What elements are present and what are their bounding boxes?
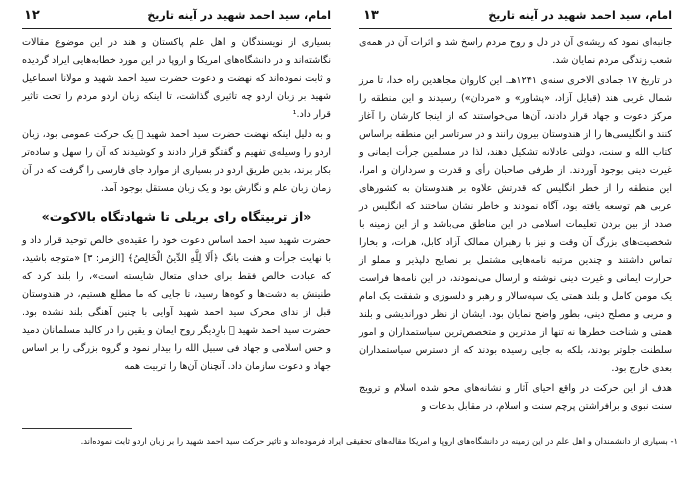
right-page-number: ۱۳ [363,8,379,23]
right-page [347,0,694,504]
left-paragraph-3: حضرت شهید سید احمد اساس دعوت خود را عقیده‌ی خالص توحید قرار داد و با نهایت جرأت و هفت بانگ ﴿أَلَا لِلَّهِ الدِّينُ الْخَالِصُ﴾ [الزمر: ۳] «متوجه باشید، که عبادت خالص فقط برای خدای متعال شایسته است»، را بلند کرد که طنینش به دشت‌ها و کوه‌ها رسید، تا جایی که ما مطلع هستیم، در هندوستان قبل از ندای محرک سید احمد شهید آوایی با چنین آهنگی بلند نشده بود. حضرت سید احمد شهید ﷬ بارِدیگر روح ایمان و یقین را در کالبد مسلمانان دمید و حس اسلامی و جهاد فی سبیل الله را بیدار نمود و گروه بزرگی را بر اساس جهاد و دعوت سازمان داد. آنچنان آن‌ها را تربیت همه [22,235,332,372]
right-paragraph-3: هدف از این حرکت در واقع احیای آثار و نشانه‌های محو شده اسلام و ترویج سنت نبوی و برافراشتن پرچم سنت و اسلام، در مقابل بدعات و [359,383,672,412]
left-paragraph-2: و به دلیل اینکه نهضت حضرت سید احمد شهید ﷬ یک حرکت عمومی بود، زبان اردو را وسیله‌ی تفهیم و گفتگو قرار دادند و کوشیدند که آن را سهل و ساده‌تر بکار برند، بدین طریق اردو در بسیاری از موارد جای فارسی را گرفت که در آن زمان زبان علم و نگارش بود و یک زبان مستقل بوجود آمد. [22,129,331,194]
left-page-number: ۱۲ [24,8,40,23]
right-running-title: امام، سید احمد شهید در آینه تاریخ [488,9,672,22]
left-page-header [22,6,331,29]
footnote-text: ۱- بسیاری از دانشمندان و اهل علم در این زمینه در دانشگاه‌های اروپا و امریکا مقاله‌های تحقیقی ایراد فرموده‌اند و تاثیر حرکت سید احمد شهید را بر زبان اردو ثابت نموده‌اند. [80,436,678,446]
right-page-header [359,6,672,29]
footnote-rule [22,428,132,431]
section-heading: «از تربیتگاه رای بریلی تا شهادتگاه بالاکوت» [41,209,312,224]
right-paragraph-1: جانبه‌ای نمود که ریشه‌ی آن در دل و روح مردم راسخ شد و اثرات آن در همه‌ی شعب زندگی مردم نمایان شد. [359,37,672,66]
right-paragraph-2: در تاریخ ۱۷ جمادی الاخری سنه‌ی ۱۲۴۱هـ. این کاروان مجاهدین راه خدا، تا مرز شمال غربی هند (قبایل آزاد، «پشاور» و «مردان») رسیدند و این منطقه را مرکز دعوت و جهاد قرار دادند، آن‌ها می‌خواستند که از اینجا کارشان را آغاز کنند و انگلیسی‌ها را از هندوستان بیرون رانند و در سرتاسر این منطقه براساس کتاب الله و سنت، دولتی عادلانه تشکیل دهند، لذا در مسلمین جرأت ایمانی و غیرت دینی بوجود آوردند. از طرفی صاحبان رأی و قدرت و سرداران و امرا، این منطقه را از خطر انگلیس که قدرتش علاوه بر هندوستان به کشورهای عربی هم توسعه یافته بود، آگاه نمودند و خاطر نشان ساختند که انگلیس در صدد از بین بردن تعلیمات اسلامی در این مناطق می‌باشد و از این زمینه با شخصیت‌های بزرگ آن وقت و نیز با رهبران ممالک آزاد کابل، هرات، و بخارا تماس داشتند و چندین مرتبه نامه‌هایی مشتمل بر نصایح دلپذیر و مملو از حرارت ایمانی و غیرت دینی نوشته و ارسال می‌نمودند، در این نامه‌ها فراست یک مومن کامل و بلند همتی یک سپه‌سالار و رهبر و دلسوزی و شفقت یک امام و مربی و مصلح دینی، بطور واضح نمایان بود. ایشان از نظر دوراندیشی و بلند همتی و شناخت خطرها نه تنها از مدترین و متخصص‌ترین سیاستمداران و امور سلطنت جلوتر بودند، بلکه به جایی رسیده بودند که از دسترس سیاستمداران بعدی خارج بود. [359,75,672,374]
left-paragraph-1: بسیاری از نویسندگان و اهل علم پاکستان و هند در این موضوع مقالات نگاشته‌اند و در دانشگاه‌های امریکا و اروپا در این مورد خطابه‌هایی ایراد گردیده و ثابت نموده‌اند که نهضت و دعوت حضرت سید احمد شهید و مولانا اسماعیل شهید بر زبان اردو چه تاثیری گذاشت، تا اینکه زبان اردو مردم را تحت تاثیر قرار داد.¹ [22,37,331,120]
right-page-body [359,34,672,416]
left-page-body [22,34,331,376]
left-running-title: امام، سید احمد شهید در آینه تاریخ [147,9,331,22]
